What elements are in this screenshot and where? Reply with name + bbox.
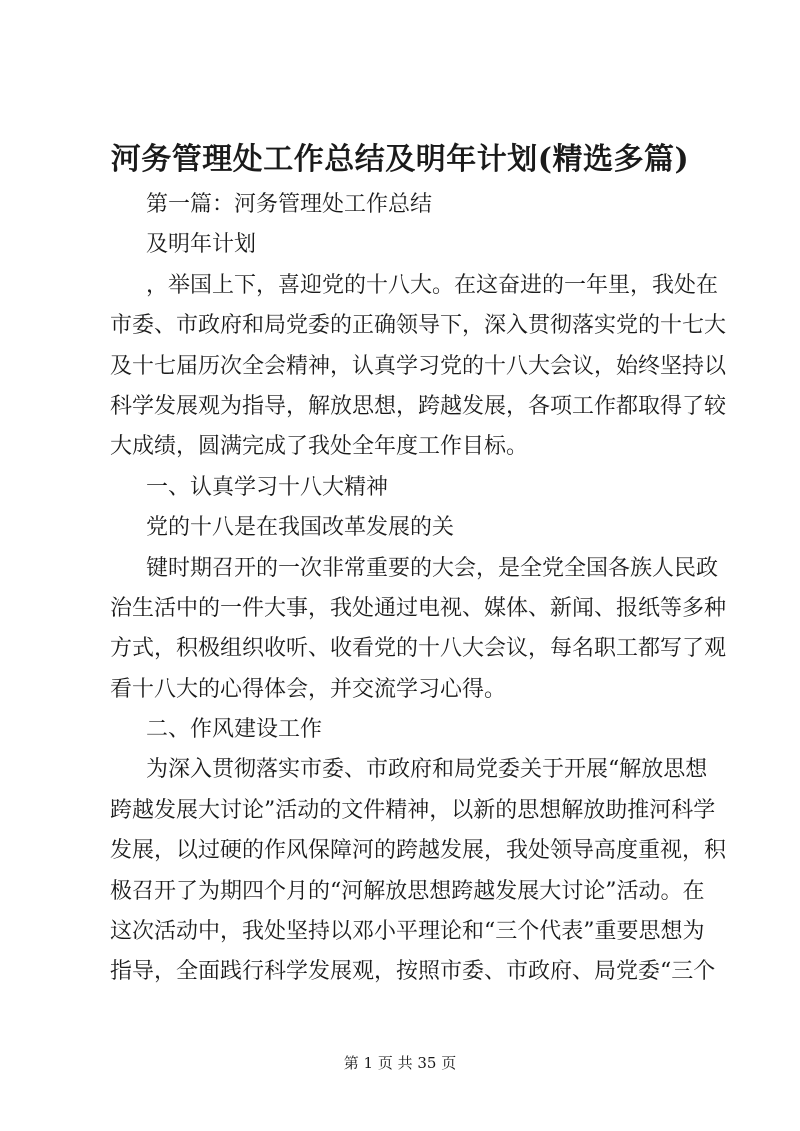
paragraph-line: 及十七届历次全会精神，认真学习党的十八大会议，始终坚持以 (110, 353, 727, 379)
section-heading: 一、认真学习十八大精神 (146, 474, 389, 500)
paragraph-line: 跨越发展大讨论”活动的文件精神，以新的思想解放助推河科学 (110, 797, 716, 823)
document-title: 河务管理处工作总结及明年计划(精选多篇) (110, 142, 690, 177)
section-heading: 第一篇：河务管理处工作总结 (146, 192, 433, 217)
paragraph-line: 看十八大的心得体会，并交流学习心得。 (110, 676, 507, 702)
paragraph-line: 这次活动中，我处坚持以邓小平理论和“三个代表”重要思想为 (110, 919, 705, 945)
paragraph-line: 科学发展观为指导，解放思想，跨越发展，各项工作都取得了较 (110, 393, 727, 419)
paragraph-line: 键时期召开的一次非常重要的大会，是全党全国各族人民政 (146, 555, 719, 581)
document-body (110, 185, 727, 993)
paragraph-line: 大成绩，圆满完成了我处全年度工作目标。 (110, 434, 529, 460)
paragraph-line: 极召开了为期四个月的“河解放思想跨越发展大讨论”活动。在 (110, 878, 705, 904)
page-number-footer: 第 1 页 共 35 页 (343, 1054, 457, 1072)
paragraph-line: 为深入贯彻落实市委、市政府和局党委关于开展“解放思想 (146, 757, 708, 783)
paragraph-line: 指导，全面践行科学发展观，按照市委、市政府、局党委“三个 (110, 959, 716, 985)
paragraph-line: 市委、市政府和局党委的正确领导下，深入贯彻落实党的十七大 (110, 313, 727, 339)
paragraph-line: 方式，积极组织收听、收看党的十八大会议，每名职工都写了观 (110, 636, 727, 662)
paragraph-line: 及明年计划 (146, 232, 257, 258)
paragraph-line: 党的十八是在我国改革发展的关 (146, 515, 455, 541)
section-heading: 二、作风建设工作 (146, 717, 323, 743)
paragraph-line: ，举国上下，喜迎党的十八大。在这奋进的一年里，我处在 (146, 272, 719, 298)
paragraph-line: 治生活中的一件大事，我处通过电视、媒体、新闻、报纸等多种 (110, 595, 727, 621)
paragraph-line: 发展，以过硬的作风保障河的跨越发展，我处领导高度重视，积 (110, 838, 727, 864)
